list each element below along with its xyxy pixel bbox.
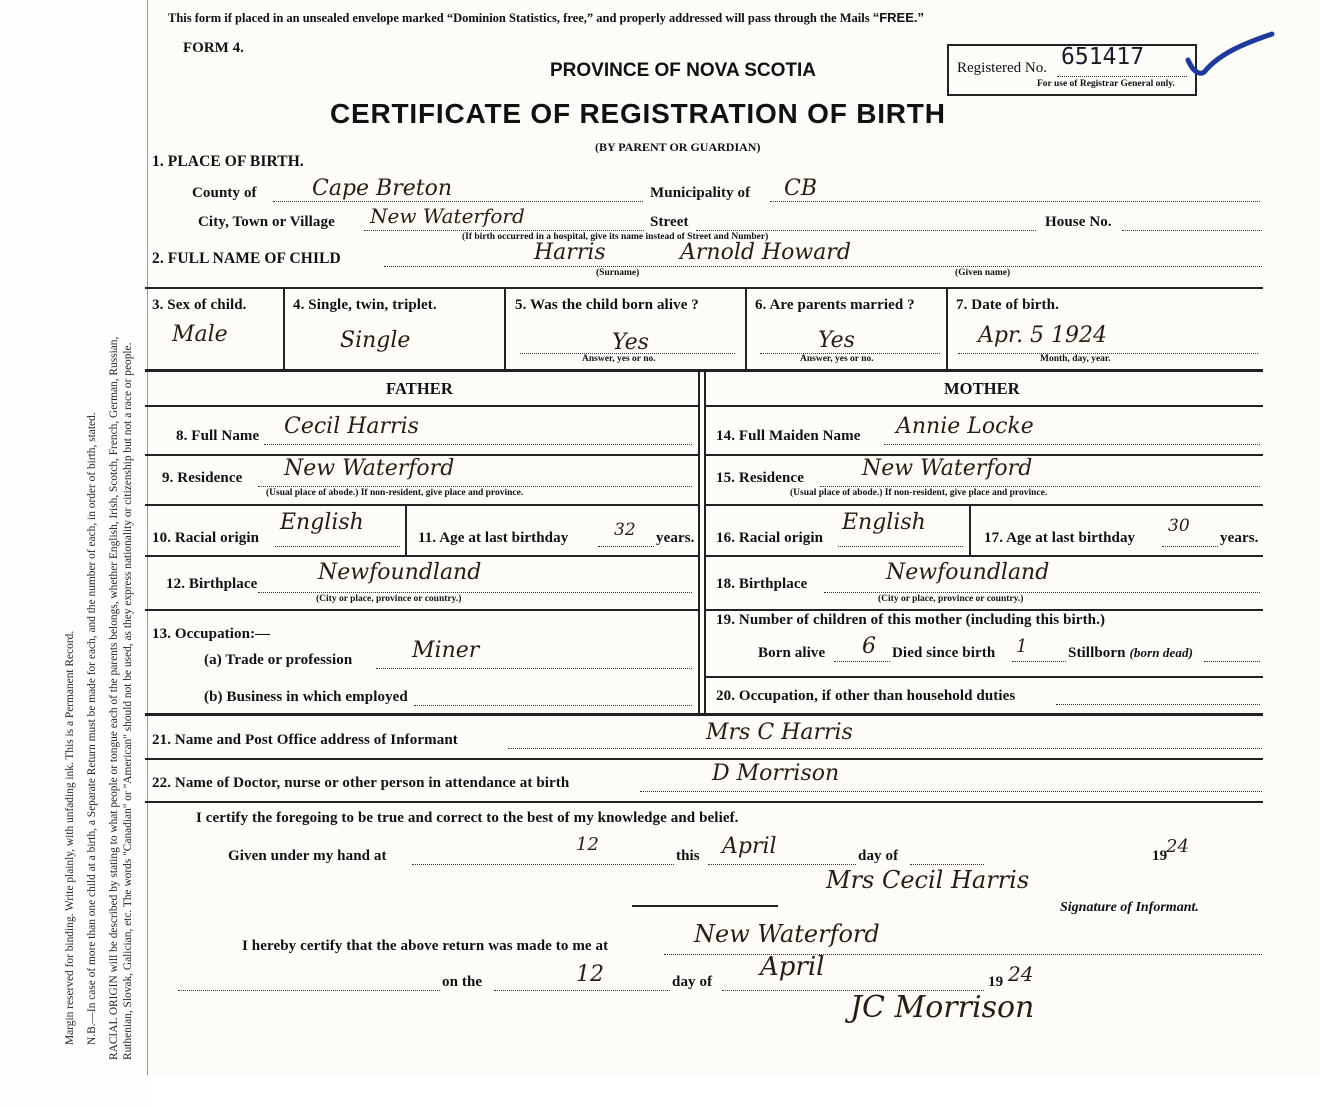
mother-residence-caption: (Usual place of abode.) If non-resident, give place and province. [790, 488, 1048, 498]
return-leading-line [178, 990, 440, 991]
father-trade-value: Miner [412, 638, 480, 663]
mother-age-line [1162, 546, 1218, 547]
mother-racial-label: 16. Racial origin [716, 530, 824, 546]
mother-name-line [884, 444, 1260, 445]
father-birthplace-value: Newfoundland [318, 560, 482, 585]
mail-notice-free: “FREE.” [872, 10, 924, 25]
doctor-rule [145, 801, 1263, 803]
street-label: Street [650, 214, 689, 230]
informant-label: 21. Name and Post Office address of Informant [152, 732, 458, 748]
informant-rule [145, 758, 1263, 760]
father-racial-divider [405, 505, 407, 555]
col-divider-3 [745, 289, 747, 369]
died-since-birth-label: Died since birth [892, 645, 996, 661]
informant-value: Mrs C Harris [706, 720, 853, 745]
place-of-birth-heading: 1. PLACE OF BIRTH. [152, 153, 304, 170]
return-on-the-label: on the [442, 974, 483, 990]
return-day-line [494, 990, 670, 991]
plurality-label: 4. Single, twin, triplet. [293, 297, 437, 313]
sex-label: 3. Sex of child. [152, 297, 247, 313]
mother-residence-line [820, 486, 1260, 487]
county-value: Cape Breton [312, 176, 453, 201]
doctor-value: D Morrison [712, 761, 840, 786]
doctor-line [640, 791, 1262, 792]
return-day-of-label: day of [672, 974, 713, 990]
father-racial-label: 10. Racial origin [152, 530, 260, 546]
mother-residence-value: New Waterford [862, 456, 1033, 481]
mother-row-rule-2 [706, 504, 1263, 506]
mother-birthplace-line [824, 592, 1260, 593]
born-alive-question: 5. Was the child born alive ? [515, 297, 699, 313]
mail-notice [168, 10, 924, 26]
date-of-birth-label: 7. Date of birth. [956, 297, 1059, 313]
mother-children-label: 19. Number of children of this mother (including this birth.) [716, 612, 1106, 628]
child-surname: Harris [534, 240, 606, 265]
binding-margin [0, 0, 148, 1107]
father-column-right-rule [698, 372, 700, 714]
mail-notice-text: This form if placed in an unsealed envelope marked “Dominion Statistics, free,” and properly addressed will pass through the Mails [168, 11, 873, 25]
mother-age-label: 17. Age at last birthday [984, 530, 1136, 546]
certificate-title: CERTIFICATE OF REGISTRATION OF BIRTH [330, 98, 946, 129]
street-line [696, 230, 1036, 231]
informant-signature: Mrs Cecil Harris [826, 866, 1030, 894]
born-alive-count-label: Born alive [758, 645, 826, 661]
parents-married-answer: Yes [818, 328, 855, 353]
registered-number: 651417 [1061, 44, 1145, 70]
box-top-rule [145, 287, 1263, 289]
mother-racial-value: English [842, 510, 926, 535]
municipality-value: CB [784, 176, 817, 201]
certify-statement: I certify the foregoing to be true and correct to the best of my knowledge and belief. [196, 810, 739, 826]
born-alive-caption: Answer, yes or no. [582, 354, 656, 364]
mother-racial-line [838, 546, 963, 547]
return-day-value: 12 [576, 962, 604, 987]
check-mark-icon [1180, 30, 1280, 80]
father-name-value: Cecil Harris [284, 414, 419, 439]
given-month-value: April [722, 834, 777, 859]
mother-header-rule [706, 405, 1263, 407]
informant-line [508, 748, 1262, 749]
father-age-label: 11. Age at last birthday [418, 530, 569, 546]
father-row-rule-4 [145, 609, 698, 611]
given-name-caption: (Given name) [955, 268, 1011, 278]
margin-note-binding: Margin reserved for binding. Write plainly, with unfading ink. This is a Permanent Record. [64, 630, 76, 1045]
father-racial-value: English [280, 510, 364, 535]
child-given-name: Arnold Howard [680, 240, 851, 265]
mother-birthplace-value: Newfoundland [886, 560, 1050, 585]
mother-name-value: Annie Locke [896, 414, 1034, 439]
father-row-rule-3 [145, 555, 698, 557]
mother-heading: MOTHER [944, 379, 1020, 398]
father-residence-caption: (Usual place of abode.) If non-resident, give place and province. [266, 488, 524, 498]
given-month-line [708, 864, 856, 865]
mother-occupation-line [1056, 704, 1260, 705]
father-residence-value: New Waterford [284, 456, 455, 481]
margin-edge [147, 0, 148, 1075]
registration-box [947, 44, 1197, 96]
given-year-value: 24 [1166, 836, 1189, 857]
father-years-label: years. [656, 530, 695, 546]
father-trade-label: (a) Trade or profession [204, 652, 353, 668]
father-heading: FATHER [386, 379, 453, 398]
mother-row-rule-4 [706, 609, 1263, 611]
father-birthplace-line [258, 592, 692, 593]
mother-occupation-label: 20. Occupation, if other than household duties [716, 688, 1016, 704]
mother-row-rule-3 [706, 555, 1263, 557]
city-label: City, Town or Village [198, 214, 335, 230]
given-year-prefix: 19 [1152, 848, 1168, 864]
short-separator-rule [632, 905, 778, 907]
given-this-label: this [676, 848, 700, 864]
hospital-note: (If birth occurred in a hospital, give its name instead of Street and Number) [462, 232, 769, 242]
mother-birthplace-caption: (City or place, province or country.) [878, 594, 1024, 604]
stillborn-label-text: Stillborn [1068, 645, 1126, 661]
father-age-line [598, 546, 654, 547]
born-alive-count-line [834, 661, 890, 662]
doctor-label: 22. Name of Doctor, nurse or other person in attendance at birth [152, 775, 570, 791]
parents-married-question: 6. Are parents married ? [755, 297, 915, 313]
municipality-line [770, 201, 1260, 202]
date-of-birth-caption: Month, day, year. [1040, 354, 1111, 364]
col-divider-2 [504, 289, 506, 369]
return-made-label: I hereby certify that the above return was made to me at [242, 938, 609, 954]
return-place-value: New Waterford [694, 920, 880, 948]
municipality-label: Municipality of [650, 185, 751, 201]
surname-caption: (Surname) [596, 268, 640, 278]
mother-column-left-rule [704, 372, 706, 714]
return-place-line [664, 954, 1262, 955]
father-birthplace-label: 12. Birthplace [166, 576, 258, 592]
stillborn-label [1068, 645, 1193, 662]
parents-married-caption: Answer, yes or no. [800, 354, 874, 364]
mother-age-value: 30 [1168, 516, 1190, 536]
born-alive-count-value: 6 [862, 634, 876, 659]
mother-years-label: years. [1220, 530, 1259, 546]
father-header-rule [145, 405, 698, 407]
margin-note-racial-origin: RACIAL ORIGIN will be described by stating to what people or tongue each of the parents belongs, whether English, Irish, Scotch, French, German, Russian, [108, 336, 120, 1060]
mother-birthplace-label: 18. Birthplace [716, 576, 808, 592]
plurality-value: Single [340, 328, 411, 353]
father-business-line [414, 705, 692, 706]
father-racial-line [275, 546, 400, 547]
father-age-value: 32 [614, 520, 636, 540]
house-no-line [1122, 230, 1262, 231]
return-month-value: April [760, 952, 825, 982]
signature-caption: Signature of Informant. [1060, 900, 1199, 915]
province-heading: PROVINCE OF NOVA SCOTIA [550, 60, 817, 81]
father-residence-line [258, 486, 692, 487]
city-value: New Waterford [370, 204, 525, 228]
house-no-label: House No. [1045, 214, 1112, 230]
registrar-note: For use of Registrar General only. [1037, 79, 1175, 89]
child-name-label: 2. FULL NAME OF CHILD [152, 250, 341, 267]
died-since-birth-line [1012, 661, 1066, 662]
died-since-birth-value: 1 [1016, 636, 1028, 657]
given-day-of-label: day of [858, 848, 899, 864]
stillborn-note: (born dead) [1129, 645, 1194, 660]
mother-row-rule-5 [706, 676, 1263, 678]
given-under-hand-label: Given under my hand at [228, 848, 387, 864]
registered-line [1057, 76, 1187, 77]
margin-note-multiple-births: N.B.—In case of more than one child at a birth, a Separate Return must be made for each, and the number of each, in order of birth, stated. [86, 412, 98, 1045]
father-name-line [264, 444, 692, 445]
registered-label: Registered No. [957, 60, 1047, 76]
registrar-signature: JC Morrison [850, 990, 1035, 1025]
given-year-line [910, 864, 984, 865]
col-divider-4 [946, 289, 948, 369]
father-row-rule-2 [145, 504, 698, 506]
father-name-label: 8. Full Name [176, 428, 260, 444]
city-line [364, 230, 644, 231]
born-alive-answer: Yes [612, 330, 649, 355]
father-occupation-label: 13. Occupation:— [152, 626, 271, 642]
parents-bottom-rule [145, 713, 1263, 716]
father-birthplace-caption: (City or place, province or country.) [316, 594, 462, 604]
mother-racial-divider [969, 505, 971, 555]
certificate-subtitle: (BY PARENT OR GUARDIAN) [595, 140, 761, 154]
father-business-label: (b) Business in which employed [204, 689, 408, 705]
county-label: County of [192, 185, 257, 201]
margin-note-racial-origin-cont: Ruthenian, Slovak, Galician, etc. The words "Canadian" or "American" should not be used, as they express nationality or citizenship but not a race or people. [122, 342, 134, 1060]
form-number: FORM 4. [183, 40, 244, 56]
stillborn-line [1204, 661, 1260, 662]
county-line [273, 201, 643, 202]
mother-residence-label: 15. Residence [716, 470, 804, 486]
given-day-line [412, 864, 674, 865]
sex-value: Male [172, 322, 228, 347]
father-trade-line [376, 668, 692, 669]
return-year-value: 24 [1008, 962, 1034, 986]
child-name-line [384, 266, 1262, 267]
mother-name-label: 14. Full Maiden Name [716, 428, 861, 444]
father-residence-label: 9. Residence [162, 470, 243, 486]
col-divider-1 [283, 289, 285, 369]
given-day-value: 12 [576, 834, 599, 855]
return-year-prefix: 19 [988, 974, 1004, 990]
date-of-birth-value: Apr. 5 1924 [978, 323, 1108, 348]
